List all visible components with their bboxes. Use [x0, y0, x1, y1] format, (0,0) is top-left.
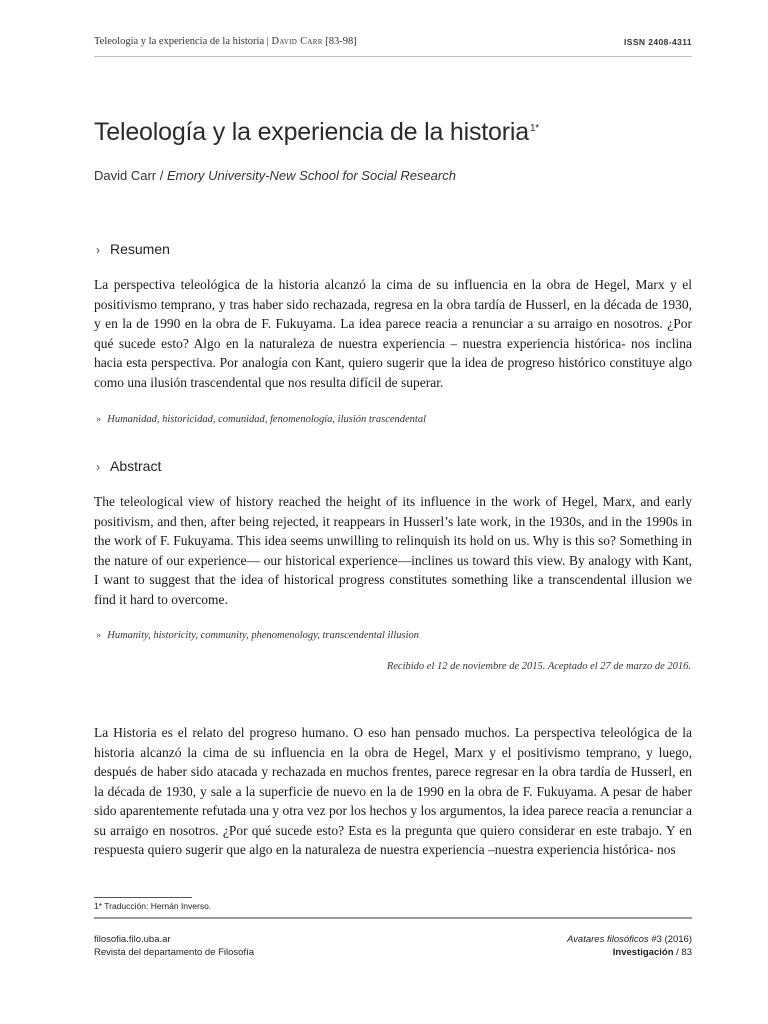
- bullet-icon: »: [96, 630, 102, 641]
- article-title: [94, 118, 539, 147]
- footer-site-link[interactable]: filosofia.filo.uba.ar: [94, 934, 171, 945]
- footer-journal: [567, 934, 692, 945]
- header-divider: [94, 56, 692, 57]
- footer-page-number: / 83: [673, 947, 692, 958]
- resumen-heading-text: Resumen: [110, 241, 170, 257]
- running-header: [94, 36, 357, 47]
- footer-section: Investigación: [612, 947, 674, 958]
- resumen-body: La perspectiva teleológica de la historia alcanzó la cima de su influencia en la obra de Hegel, Marx y el positivismo temprano, y tras haber sido rechazada, regresa en la obra tardía de Husserl, en la década de 1930, y en la de 1990 en la obra de F. Fukuyama. La idea parece reacia a renunciar a su arraigo en nosotros. ¿Por qué sucede esto? Algo en la naturaleza de nuestra experiencia – nuestra experiencia histórica- nos inclina hacia esta perspectiva. Por analogía con Kant, quiero sugerir que la idea de progreso histórico constituye algo como una ilusión trascendental que nos resulta difícil de superar.: [94, 277, 692, 390]
- byline: [94, 168, 456, 183]
- author-name: David Carr: [94, 168, 157, 183]
- footer-journal-name: Avatares filosóficos: [567, 934, 649, 945]
- resumen-heading: [96, 241, 170, 257]
- abstract-heading: [96, 458, 161, 474]
- issn-label: ISSN 2408-4311: [624, 37, 692, 47]
- abstract-keywords-text: Humanity, historicity, community, phenomenology, transcendental illusion: [107, 630, 420, 641]
- abstract-keywords: [96, 630, 419, 641]
- footer-issue: #3 (2016): [648, 934, 692, 945]
- resumen-keywords: [96, 414, 426, 425]
- footer-department: Revista del departamento de Filosofía: [94, 947, 255, 958]
- footnote: 1* Traducción: Hernán Inverso.: [94, 901, 212, 911]
- footnote-divider: [94, 897, 192, 898]
- footer-divider: [94, 917, 692, 919]
- running-title: Teleología y la experiencia de la historia |: [94, 36, 272, 47]
- received-date: Recibido el 12 de noviembre de 2015. Aceptado el 27 de marzo de 2016.: [386, 661, 691, 672]
- running-author: David Carr: [271, 36, 323, 47]
- abstract-body: The teleological view of history reached the height of its influence in the work of Hegel, Marx, and early positivism, and then, after being rejected, it reappears in Husserl’s late work, in the 1930s, and in the 1990s in the work of F. Fukuyama. This idea seems unwilling to relinquish its hold on us. Why is this so? Something in the nature of our experience— our historical experience—inclines us toward this view. By analogy with Kant, I want to suggest that the idea of historical progress constitutes something like a transcendental illusion we find it hard to overcome.: [94, 494, 692, 607]
- resumen-keywords-text: Humanidad, historicidad, comunidad, fenomenología, ilusión trascendental: [107, 414, 427, 425]
- abstract-heading-text: Abstract: [110, 458, 162, 474]
- footer-page: [613, 947, 692, 958]
- bullet-icon: »: [96, 414, 102, 425]
- running-pages: [83-98]: [322, 36, 357, 47]
- body-paragraph: La Historia es el relato del progreso humano. O eso han pensado muchos. La perspectiva teleológica de la historia alcanzó la cima de su influencia en la obra de Hegel, Marx y el positivismo temprano, y luego, después de haber sido atacada y rechazada en muchos frentes, parece regresar en la obra tardía de Husserl, en la década de 1930, y sale a la superficie de nuevo en la de 1990 en la obra de F. Fukuyama. A pesar de haber sido aparentemente refutada una y otra vez por los hechos y los argumentos, la idea parece reacia a renunciar a su arraigo en nosotros. ¿Por qué sucede esto? Esta es la pregunta que quiero considerar en este trabajo. Y en respuesta quiero sugerir que algo en la naturaleza de nuestra experiencia –nuestra experiencia histórica- nos: [94, 725, 692, 857]
- chevron-right-icon: ›: [96, 243, 100, 257]
- author-affiliation: Emory University-New School for Social Research: [166, 168, 456, 183]
- title-footnote-marker: 1*: [529, 122, 539, 134]
- article-title-text: Teleología y la experiencia de la historia: [94, 118, 529, 146]
- chevron-right-icon: ›: [96, 460, 100, 474]
- byline-separator: /: [156, 168, 167, 183]
